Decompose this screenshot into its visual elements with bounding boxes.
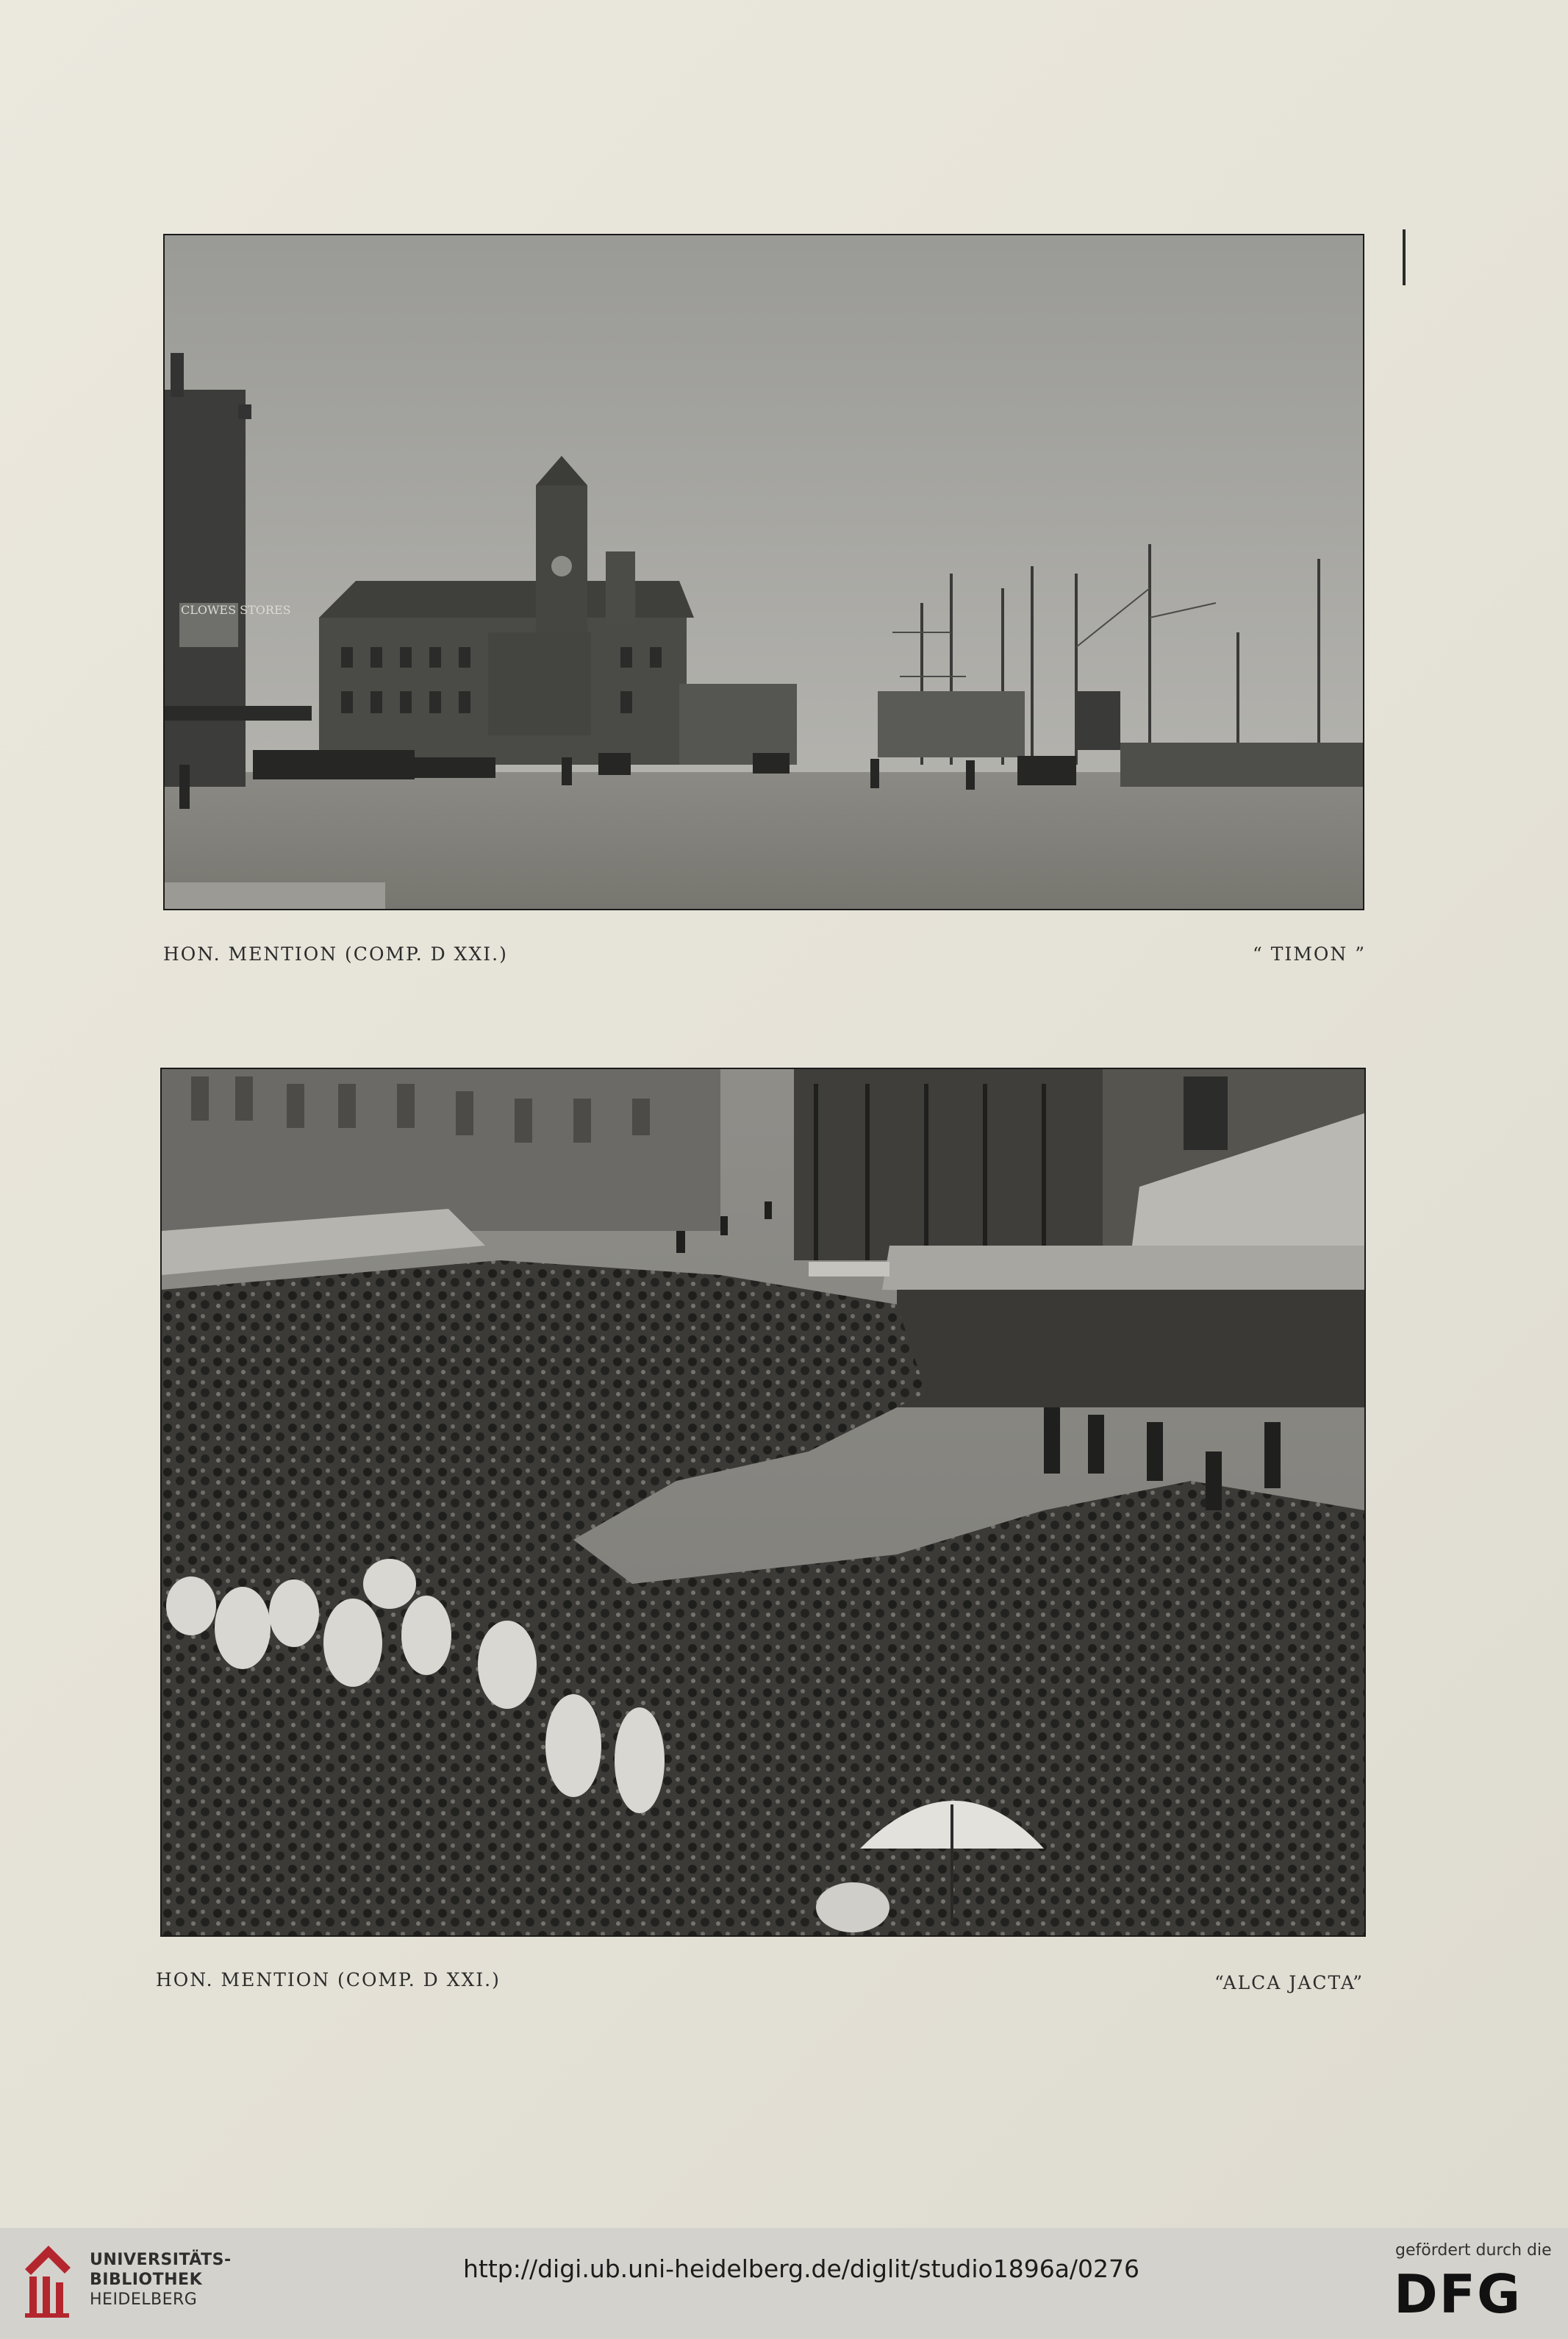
funding-label: gefördert durch die [1395,2241,1552,2260]
digitization-footer [0,2228,1568,2339]
permalink-url[interactable]: http://digi.ub.uni-heidelberg.de/diglit/studio1896a/0276 [463,2254,1140,2283]
caption-photo-2-title: “ALCA JACTA” [1214,1972,1364,1993]
library-name-line-3: HEIDELBERG [90,2290,198,2309]
page-edge-mark [1403,229,1406,285]
university-library-name[interactable] [90,2250,232,2310]
university-library-logo-icon[interactable] [19,2240,76,2321]
library-name-line-2: BIBLIOTHEK [90,2271,203,2289]
photo-carnival-crowd [160,1068,1366,1937]
library-name-line-1: UNIVERSITÄTS- [90,2251,232,2269]
caption-photo-1-title: “ TIMON ” [1253,943,1366,965]
photo-town-hall-quay [163,234,1364,910]
caption-photo-1-award: HON. MENTION (COMP. D XXI.) [163,943,508,965]
store-sign-text: CLOWES STORES [181,603,291,617]
dfg-logo[interactable]: DFG [1394,2263,1522,2325]
caption-photo-2-award: HON. MENTION (COMP. D XXI.) [156,1969,501,1990]
